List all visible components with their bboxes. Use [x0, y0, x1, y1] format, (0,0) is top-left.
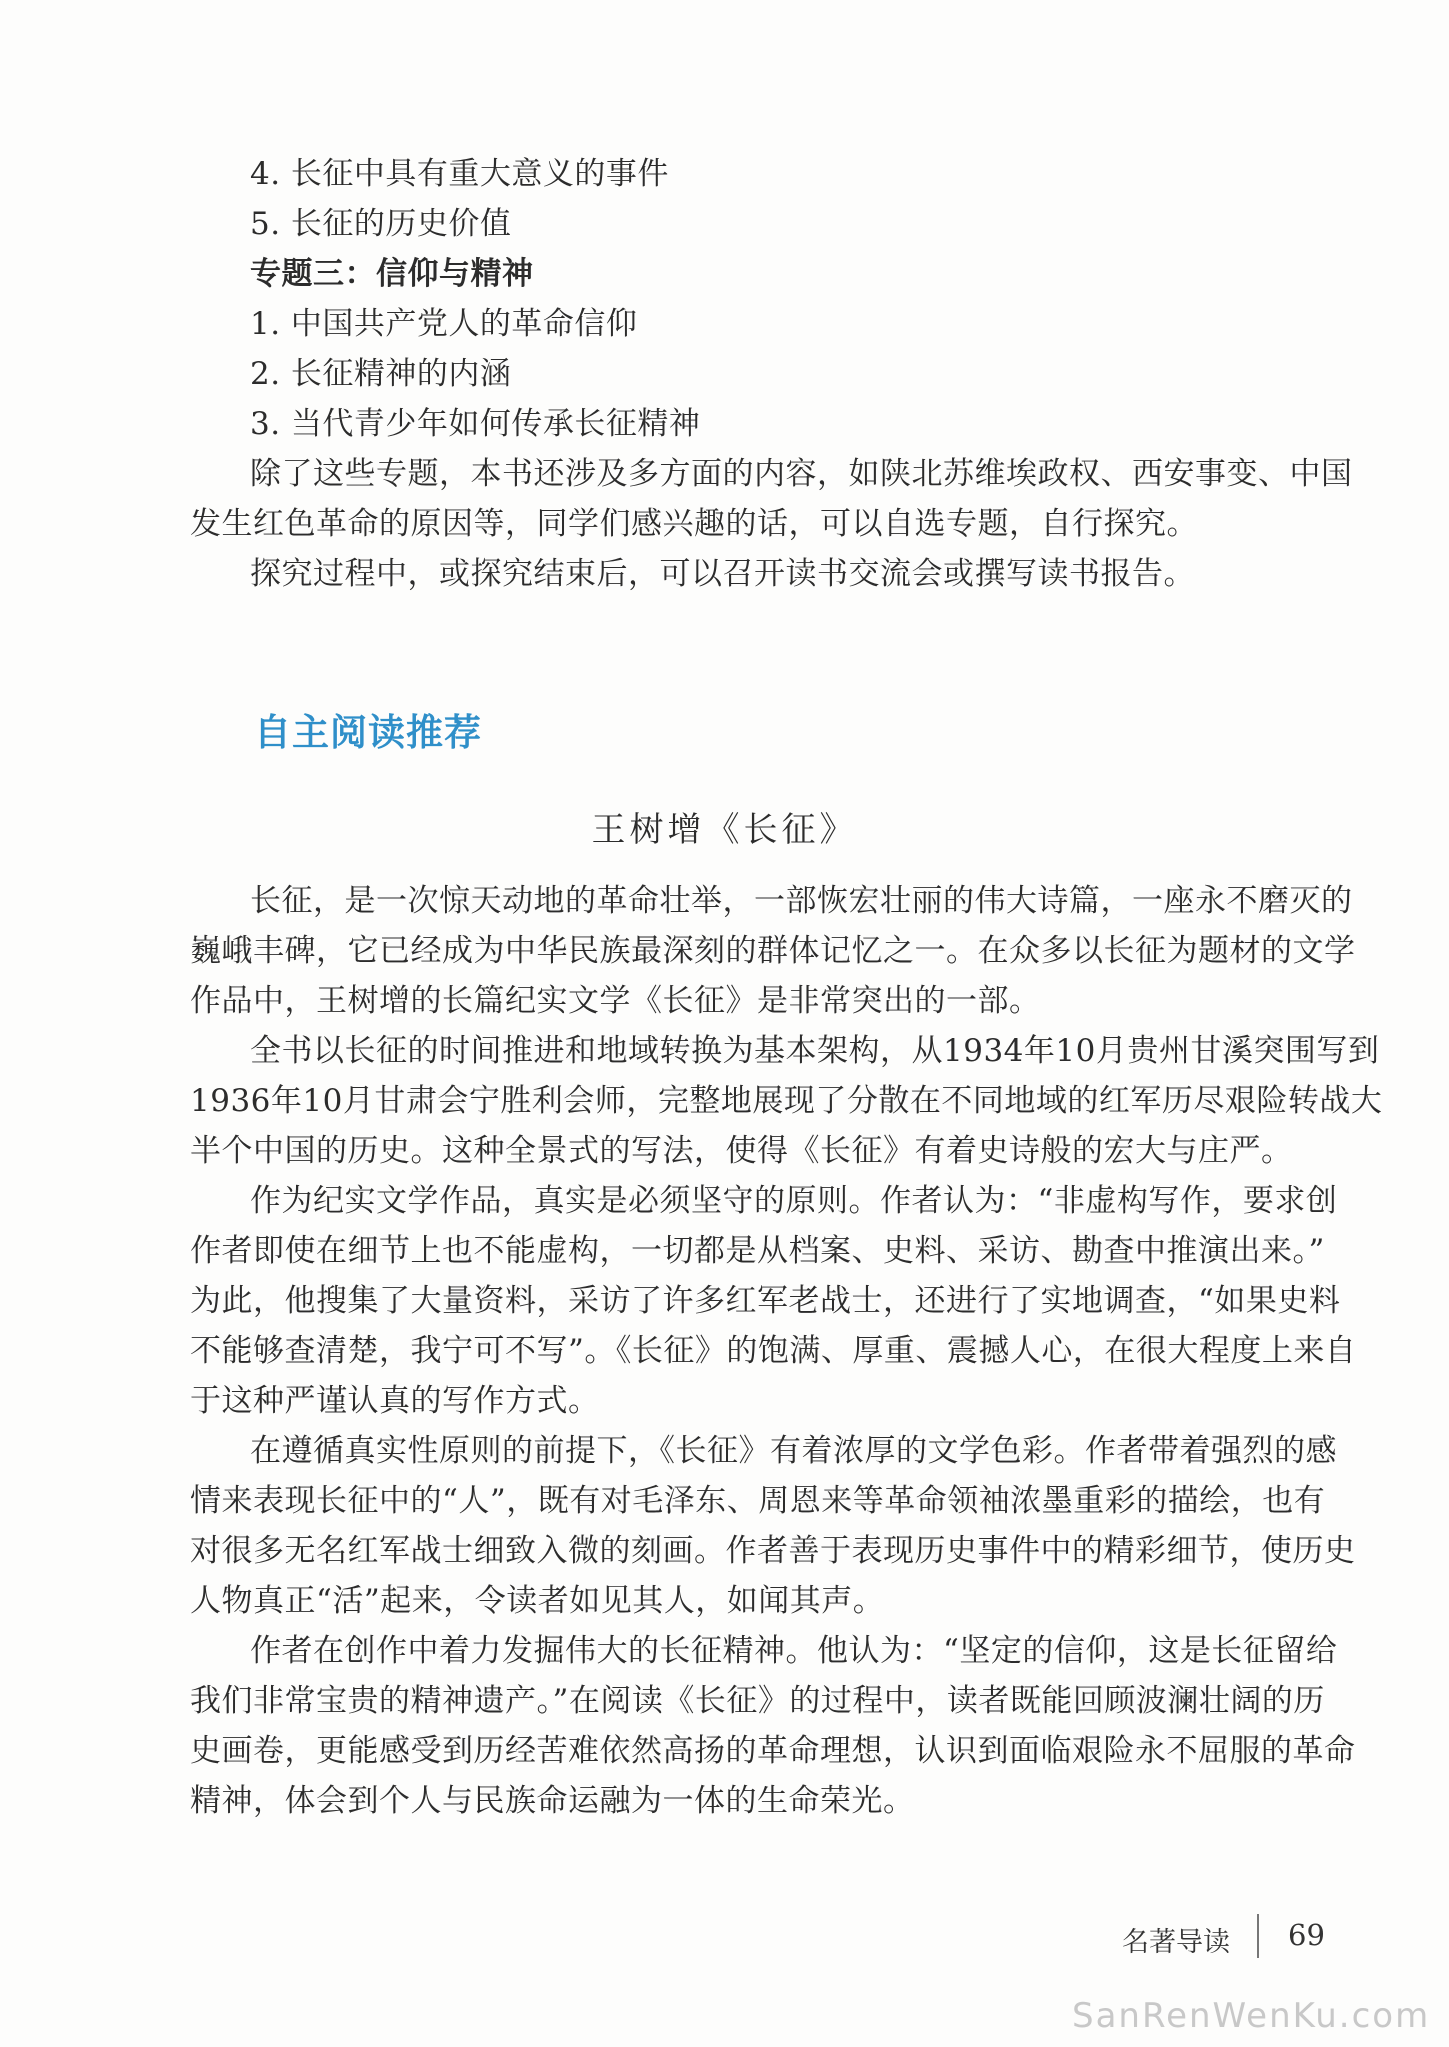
paragraph-line: 巍峨丰碑，它已经成为中华民族最深刻的群体记忆之一。在众多以长征为题材的文学: [190, 933, 1356, 969]
paragraph-line: 精神，体会到个人与民族命运融为一体的生命荣光。: [190, 1783, 915, 1819]
paragraph-line: 长征，是一次惊天动地的革命壮举，一部恢宏壮丽的伟大诗篇，一座永不磨灭的: [250, 883, 1353, 919]
paragraph-line: 史画卷，更能感受到历经苦难依然高扬的革命理想，认识到面临艰险永不屈服的革命: [190, 1733, 1356, 1769]
paragraph-line: 探究过程中，或探究结束后，可以召开读书交流会或撰写读书报告。: [250, 556, 1195, 592]
paragraph-line: 作为纪实文学作品，真实是必须坚守的原则。作者认为：“非虚构写作，要求创: [250, 1183, 1338, 1219]
page-number: 69: [1288, 1918, 1325, 1952]
paragraph-line: 于这种严谨认真的写作方式。: [190, 1383, 600, 1419]
paragraph-line: 全书以长征的时间推进和地域转换为基本架构，从1934年10月贵州甘溪突围写到: [250, 1033, 1380, 1069]
paragraph-line: 不能够查清楚，我宁可不写”。《长征》的饱满、厚重、震撼人心，在很大程度上来自: [190, 1333, 1357, 1369]
list-item: 2. 长征精神的内涵: [250, 356, 512, 392]
list-item: 4. 长征中具有重大意义的事件: [250, 156, 669, 192]
paragraph-line: 作者在创作中着力发掘伟大的长征精神。他认为：“坚定的信仰，这是长征留给: [250, 1633, 1338, 1669]
paragraph-line: 作者即使在细节上也不能虚构，一切都是从档案、史料、采访、勘查中推演出来。”: [190, 1233, 1325, 1269]
watermark: SanRenWenKu.com: [1072, 1996, 1431, 2036]
paragraph-line: 为此，他搜集了大量资料，采访了许多红军老战士，还进行了实地调查，“如果史料: [190, 1283, 1341, 1319]
list-item: 1. 中国共产党人的革命信仰: [250, 306, 638, 342]
section-title: 自主阅读推荐: [254, 711, 482, 754]
paragraph-line: 对很多无名红军战士细致入微的刻画。作者善于表现历史事件中的精彩细节，使历史: [190, 1533, 1356, 1569]
paragraph-line: 情来表现长征中的“人”，既有对毛泽东、周恩来等革命领袖浓墨重彩的描绘，也有: [190, 1483, 1326, 1519]
list-item: 3. 当代青少年如何传承长征精神: [250, 406, 701, 442]
footer-book-label: 名著导读: [1122, 1927, 1230, 1958]
article-title: 王树增《长征》: [591, 810, 858, 850]
paragraph-line: 作品中，王树增的长篇纪实文学《长征》是非常突出的一部。: [190, 983, 1041, 1019]
footer-divider: [1257, 1914, 1259, 1958]
paragraph-line: 除了这些专题，本书还涉及多方面的内容，如陕北苏维埃政权、西安事变、中国: [250, 456, 1353, 492]
paragraph-line: 半个中国的历史。这种全景式的写法，使得《长征》有着史诗般的宏大与庄严。: [190, 1133, 1293, 1169]
paragraph-line: 人物真正“活”起来，令读者如见其人，如闻其声。: [190, 1583, 885, 1619]
paragraph-line: 在遵循真实性原则的前提下，《长征》有着浓厚的文学色彩。作者带着强烈的感: [250, 1433, 1337, 1469]
paragraph-line: 我们非常宝贵的精神遗产。”在阅读《长征》的过程中，读者既能回顾波澜壮阔的历: [190, 1683, 1325, 1719]
paragraph-line: 发生红色革命的原因等，同学们感兴趣的话，可以自选专题，自行探究。: [190, 506, 1198, 542]
paragraph-line: 1936年10月甘肃会宁胜利会师，完整地展现了分散在不同地域的红军历尽艰险转战大: [190, 1083, 1383, 1119]
list-item: 5. 长征的历史价值: [250, 206, 512, 242]
topic-heading: 专题三：信仰与精神: [250, 256, 534, 292]
